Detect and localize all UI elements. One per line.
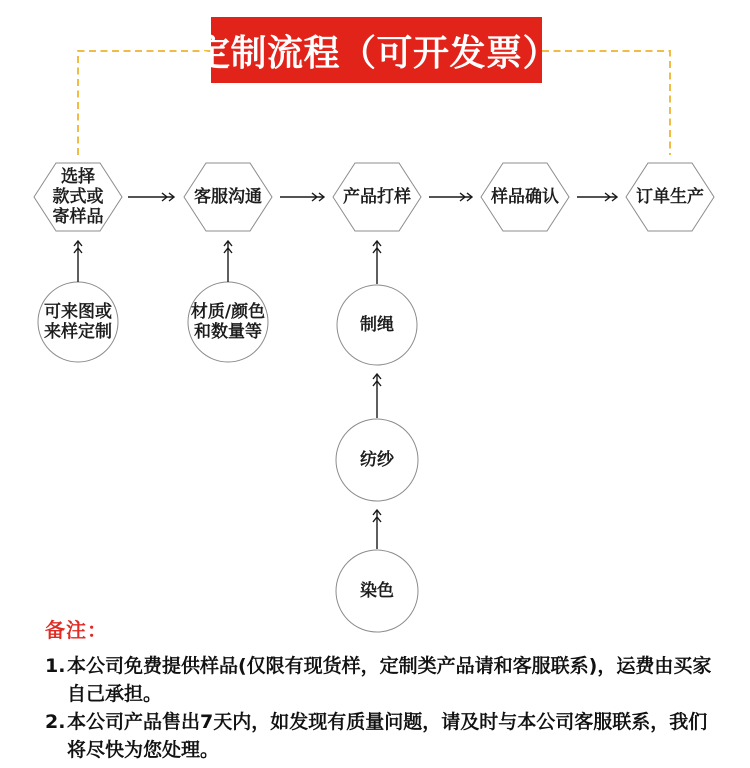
circle-spinning [336,419,418,501]
note-item-2 [45,708,723,764]
hexagon-label-order-production: 订单生产 [636,187,704,207]
hexagon-label-product-sampling: 产品打样 [343,187,411,207]
note-text: 本公司产品售出7天内，如发现有质量问题，请及时与本公司客服联系，我们将尽快为您处理。 [67,711,708,761]
note-number: 2. [45,711,66,733]
circle-rope-making [337,285,417,365]
note-item-1 [45,652,723,708]
hexagon-product-sampling [333,163,421,231]
note-text: 本公司免费提供样品(仅限有现货样，定制类产品请和客服联系)，运费由买家自己承担。 [67,655,712,705]
note-number: 1. [45,655,66,677]
circle-label-material-color-qty: 材质/颜色 和数量等 [190,302,266,342]
hexagon-customer-service [184,163,272,231]
circle-label-dyeing: 染色 [360,581,394,601]
circle-label-rope-making: 制绳 [360,315,394,335]
hexagon-sample-confirm [481,163,569,231]
hexagon-label-customer-service: 客服沟通 [194,187,262,207]
dashed-connector-left [78,51,211,157]
circle-material-color-qty [188,282,268,362]
hexagon-label-sample-confirm: 样品确认 [491,187,559,207]
banner-title [194,17,560,83]
hexagon-label-select-style: 选择 款式或 寄样品 [52,167,104,227]
circle-custom-by-drawing [38,282,118,362]
circle-label-custom-by-drawing: 可来图或 来样定制 [44,302,112,342]
hexagon-select-style [34,163,122,231]
hexagon-order-production [626,163,714,231]
banner-title-text: 定制流程（可开发票） [194,32,560,74]
dashed-connector-right [542,51,670,155]
notes-heading: 备注： [45,618,108,642]
circle-label-spinning: 纺纱 [360,450,394,470]
notes-section [45,614,723,764]
